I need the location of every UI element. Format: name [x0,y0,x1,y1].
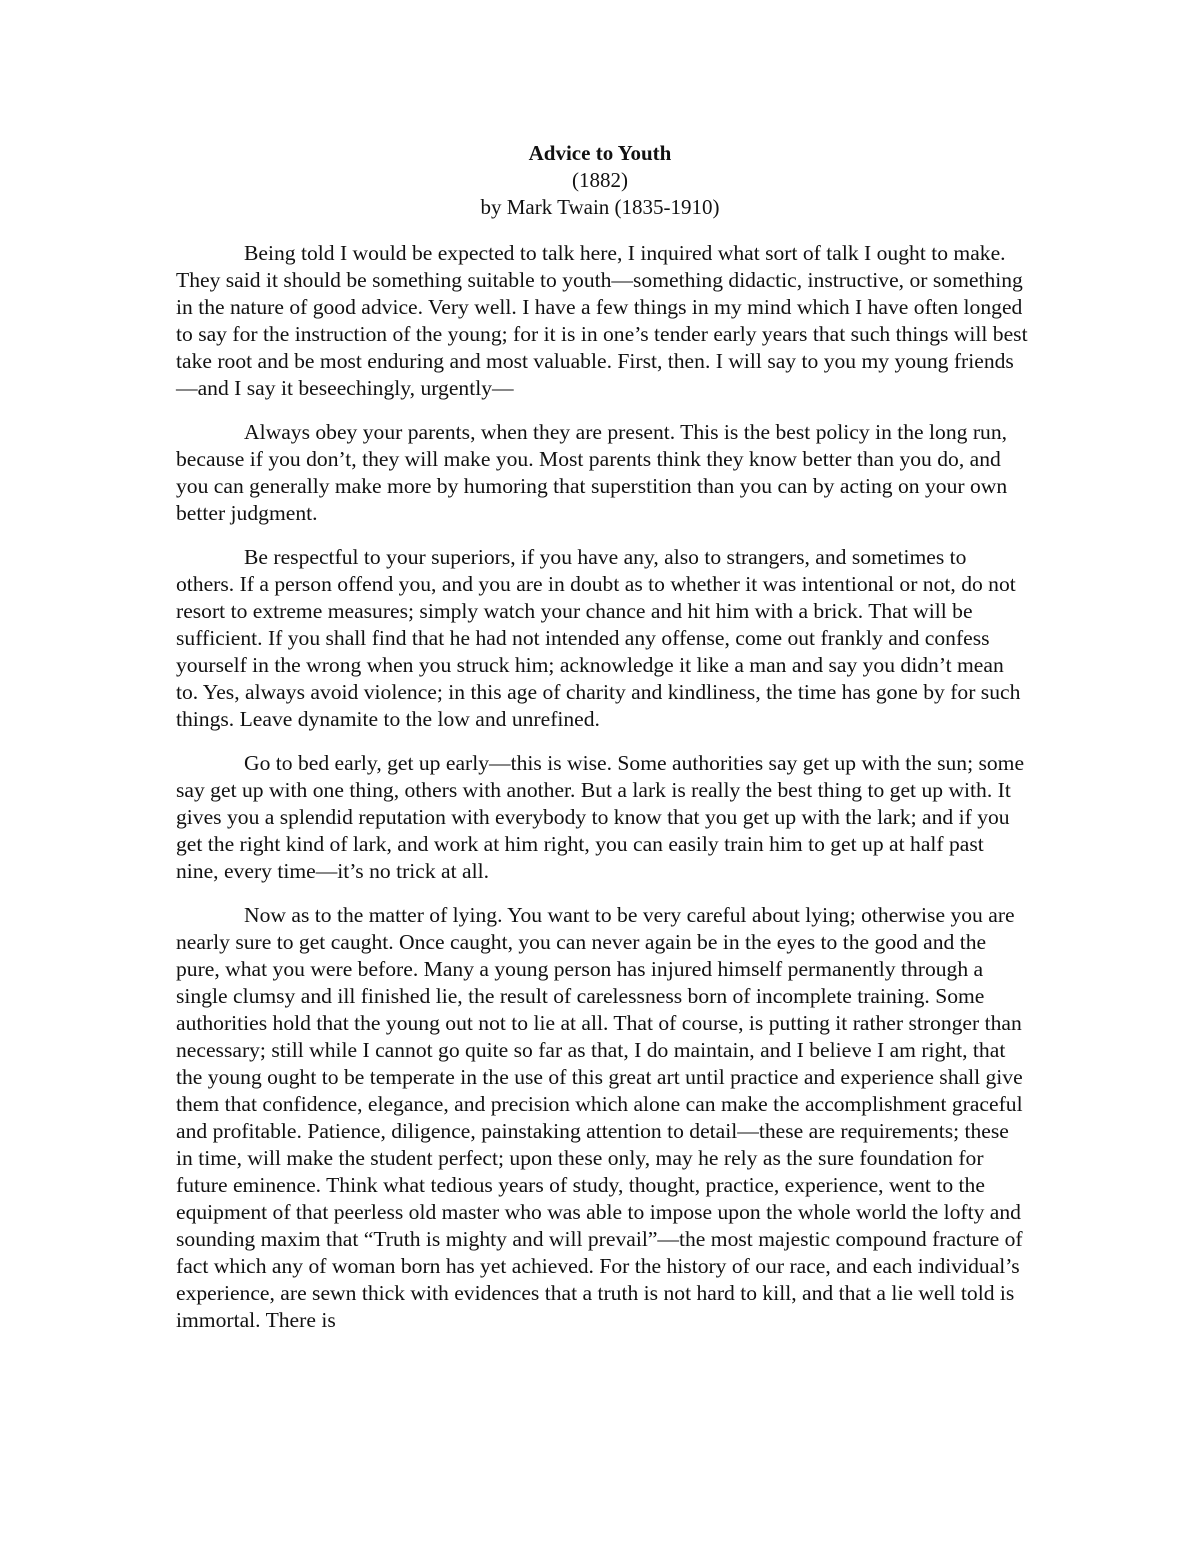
paragraph-2: Always obey your parents, when they are present. This is the best policy in the long run, because if you don’t, they will make you. Most parents think they know better than you do, and you can generally make more by humoring that superstition than you can by acting on your own better judgment. [176,420,1008,525]
document-year: (1882) [572,168,628,192]
paragraph-5: Now as to the matter of lying. You want to be very careful about lying; otherwise you are nearly sure to get caught. Once caught, you can never again be in the eyes to the good and the pure, what you were before. Many a young person has injured himself permanently through a single clumsy and ill finished lie, the result of carelessness born of incomplete training. Some authorities hold that the young out not to lie at all. That of course, is putting it rather stronger than necessary; still while I cannot go quite so far as that, I do maintain, and I believe I am right, that the young ought to be temperate in the use of this great art until practice and experience shall give them that confidence, elegance, and precision which alone can make the accomplishment graceful and profitable. Patience, diligence, painstaking attention to detail—these are requirements; these in time, will make the student perfect; upon these only, may he rely as the sure foundation for future eminence. Think what tedious years of study, thought, practice, experience, went to the equipment of that peerless old master who was able to impose upon the whole world the lofty and sounding maxim that “Truth is mighty and will prevail”—the most majestic compound fracture of fact which any of woman born has yet achieved. For the history of our race, and each individual’s experience, are sewn thick with evidences that a truth is not hard to kill, and that a lie well told is immortal. There is [176,903,1023,1332]
document-title: Advice to Youth [528,141,672,165]
paragraph-1: Being told I would be expected to talk here, I inquired what sort of talk I ought to make. They said it should be something suitable to youth—something didactic, instructive, or something in the nature of good advice. Very well. I have a few things in my mind which I have often longed to say for the instruction of the young; for it is in one’s tender early years that such things will best take root and be most enduring and most valuable. First, then. I will say to you my young friends—and I say it beseechingly, urgently— [176,241,1028,400]
document-header [0,140,1200,221]
paragraph-4: Go to bed early, get up early—this is wise. Some authorities say get up with the sun; some say get up with one thing, others with another. But a lark is really the best thing to get up with. It gives you a splendid reputation with everybody to know that you get up with the lark; and if you get the right kind of lark, and work at him right, you can easily train him to get up at half past nine, every time—it’s no trick at all. [176,751,1025,883]
document-byline: by Mark Twain (1835-1910) [480,195,720,219]
document-body [176,240,1028,1351]
paragraph-3: Be respectful to your superiors, if you have any, also to strangers, and sometimes to others. If a person offend you, and you are in doubt as to whether it was intentional or not, do not resort to extreme measures; simply watch your chance and hit him with a brick. That will be sufficient. If you shall find that he had not intended any offense, come out frankly and confess yourself in the wrong when you struck him; acknowledge it like a man and say you didn’t mean to. Yes, always avoid violence; in this age of charity and kindliness, the time has gone by for such things. Leave dynamite to the low and unrefined. [176,545,1021,731]
